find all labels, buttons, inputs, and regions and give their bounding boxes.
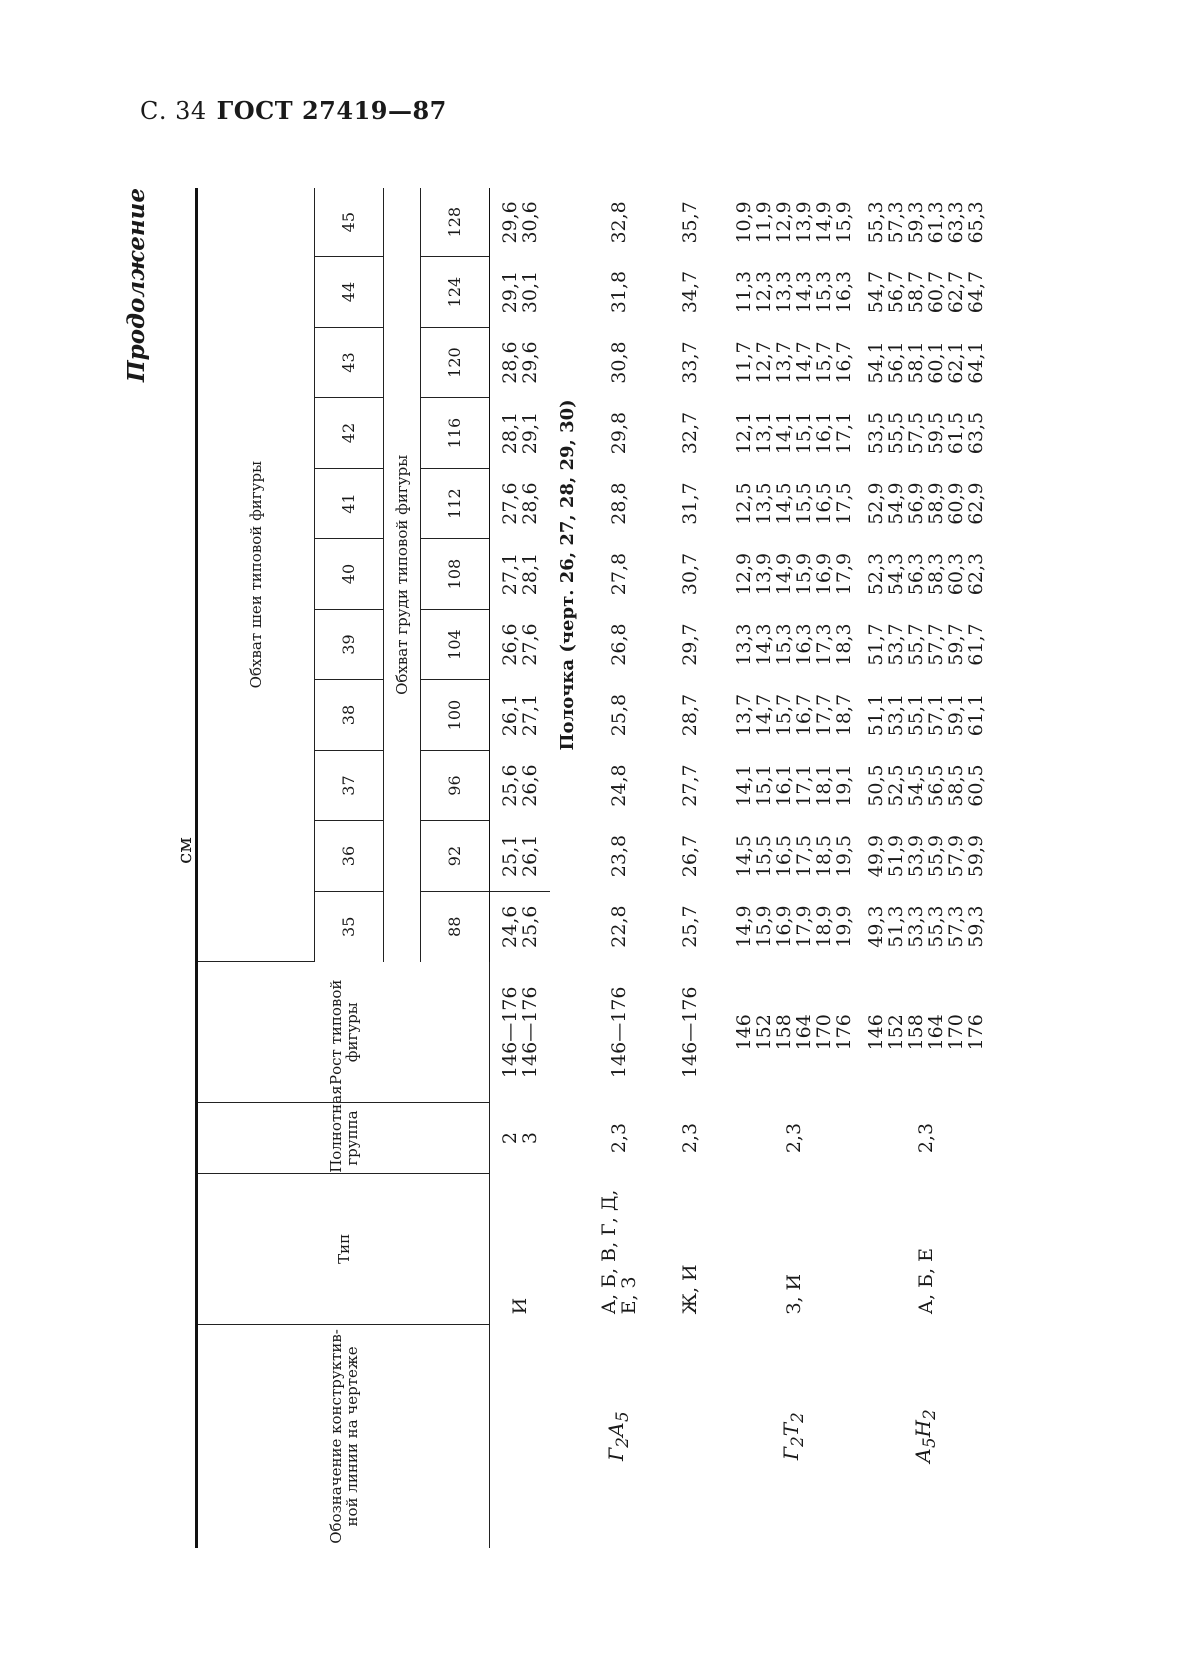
type-cell: А, Б, В, Г, Д, Е, З <box>598 1189 640 1315</box>
fullness-cell: 2 3 <box>499 1132 541 1145</box>
value-cell: 29,6 30,6 <box>499 201 541 244</box>
height-cell: 146—176 <box>608 986 630 1079</box>
value-cell: 29,7 <box>679 623 701 666</box>
chest-size-120: 120 <box>421 327 490 398</box>
height-cell: 146—176 146—176 <box>499 986 541 1079</box>
header-height: Рост типовой фигуры <box>197 962 490 1103</box>
value-cell: 25,7 <box>679 905 701 948</box>
value-cell: 10,9 11,9 12,9 13,9 14,9 15,9 <box>733 201 855 244</box>
designation-cell <box>652 1324 728 1548</box>
value-cell: 12,5 13,5 14,5 15,5 16,5 17,5 <box>733 482 855 525</box>
chest-size-88: 88 <box>421 891 490 962</box>
designation-cell <box>490 1324 551 1548</box>
chest-size-104: 104 <box>421 609 490 680</box>
value-cell: 28,7 <box>679 693 701 737</box>
value-cell: 30,8 <box>608 341 630 384</box>
continuation-caption: Продолжение <box>123 188 150 383</box>
neck-size-43: 43 <box>315 327 384 398</box>
value-cell: 53,5 55,5 57,5 59,5 61,5 63,5 <box>865 411 987 455</box>
value-cell: 13,3 14,3 15,3 16,3 17,3 18,3 <box>733 623 855 666</box>
value-cell: 26,1 27,1 <box>499 693 541 737</box>
value-cell: 33,7 <box>679 341 701 384</box>
page-number: С. 34 <box>140 97 207 125</box>
neck-size-35: 35 <box>315 891 384 962</box>
neck-size-40: 40 <box>315 539 384 610</box>
standard-number: ГОСТ 27419—87 <box>216 96 447 125</box>
value-cell: 52,3 54,3 56,3 58,3 60,3 62,3 <box>865 552 987 596</box>
chest-size-96: 96 <box>421 750 490 821</box>
header-neck: Обхват шеи типовой фигуры <box>197 188 315 962</box>
value-cell: 11,3 12,3 13,3 14,3 15,3 16,3 <box>733 270 855 314</box>
value-cell: 28,6 29,6 <box>499 341 541 384</box>
table-row <box>652 188 728 1548</box>
value-cell: 25,6 26,6 <box>499 764 541 807</box>
table-row <box>860 188 992 1548</box>
neck-size-37: 37 <box>315 750 384 821</box>
value-cell: 29,1 30,1 <box>499 270 541 314</box>
value-cell: 31,8 <box>608 270 630 314</box>
value-cell: 25,1 26,1 <box>490 821 551 892</box>
neck-size-45: 45 <box>315 188 384 257</box>
chest-size-124: 124 <box>421 257 490 328</box>
value-cell: 24,6 25,6 <box>499 905 541 948</box>
value-cell: 35,7 <box>679 201 701 244</box>
table-row <box>490 188 551 1548</box>
section-title: Полочка (черт. 26, 27, 28, 29, 30) <box>557 399 578 751</box>
value-cell: 51,1 53,1 55,1 57,1 59,1 61,1 <box>865 693 987 737</box>
value-cell: 14,5 15,5 16,5 17,5 18,5 19,5 <box>733 834 855 878</box>
unit-label: см <box>172 837 196 864</box>
table-row <box>586 188 652 1548</box>
value-cell: 32,8 <box>608 201 630 244</box>
value-cell: 27,1 28,1 <box>499 552 541 596</box>
fullness-cell: 2,3 <box>783 1122 805 1154</box>
height-cell: 146 152 158 164 170 176 <box>865 1014 987 1051</box>
value-cell: 26,7 <box>679 834 701 878</box>
value-cell: 54,7 56,7 58,7 60,7 62,7 64,7 <box>865 270 987 314</box>
chest-size-112: 112 <box>421 468 490 539</box>
fullness-cell: 2,3 <box>915 1122 937 1154</box>
neck-size-39: 39 <box>315 609 384 680</box>
value-cell: 28,1 29,1 <box>499 411 541 455</box>
value-cell: 54,1 56,1 58,1 60,1 62,1 64,1 <box>865 341 987 384</box>
value-cell: 32,7 <box>679 411 701 455</box>
neck-size-38: 38 <box>315 680 384 751</box>
value-cell: 23,8 <box>608 834 630 878</box>
value-cell: 12,9 13,9 14,9 15,9 16,9 17,9 <box>733 552 855 596</box>
value-cell: 25,8 <box>608 693 630 737</box>
fullness-cell: 2,3 <box>679 1122 701 1154</box>
chest-size-128: 128 <box>421 188 490 257</box>
value-cell: 52,9 54,9 56,9 58,9 60,9 62,9 <box>865 482 987 525</box>
designation-cell: $Г_2А_5$ <box>603 1411 632 1462</box>
value-cell: 30,7 <box>679 552 701 596</box>
neck-size-42: 42 <box>315 398 384 469</box>
value-cell: 27,8 <box>608 552 630 596</box>
neck-size-41: 41 <box>315 468 384 539</box>
type-cell: З, И <box>783 1273 805 1315</box>
chest-size-116: 116 <box>421 398 490 469</box>
height-cell: 146 152 158 164 170 176 <box>733 1014 855 1051</box>
chest-size-92: 92 <box>421 821 490 892</box>
height-cell: 146—176 <box>679 986 701 1079</box>
measurement-table <box>195 188 992 1548</box>
value-cell: 24,8 <box>608 764 630 807</box>
value-cell: 51,7 53,7 55,7 57,7 59,7 61,7 <box>865 623 987 666</box>
section-row <box>550 188 586 1548</box>
value-cell: 55,3 57,3 59,3 61,3 63,3 65,3 <box>865 201 987 244</box>
type-cell: А, Б, Е <box>915 1248 937 1315</box>
value-cell: 26,8 <box>608 623 630 666</box>
value-cell: 28,8 <box>608 482 630 525</box>
header-chest: Обхват груди типовой фигуры <box>384 188 421 962</box>
neck-size-36: 36 <box>315 821 384 892</box>
type-cell: Ж, И <box>679 1264 701 1315</box>
table-row <box>728 188 860 1548</box>
fullness-cell: 2,3 <box>608 1122 630 1154</box>
page-header <box>140 96 447 125</box>
value-cell: 12,1 13,1 14,1 15,1 16,1 17,1 <box>733 411 855 455</box>
neck-size-44: 44 <box>315 257 384 328</box>
value-cell: 49,3 51,3 53,3 55,3 57,3 59,3 <box>865 905 987 948</box>
value-cell: 34,7 <box>679 270 701 314</box>
value-cell: 14,1 15,1 16,1 17,1 18,1 19,1 <box>733 764 855 807</box>
value-cell: 29,8 <box>608 411 630 455</box>
designation-cell: $А_5Н_2$ <box>910 1409 939 1464</box>
header-designation: Обозначение конструктив-ной линии на чертеже <box>197 1324 490 1548</box>
value-cell: 27,6 28,6 <box>499 482 541 525</box>
value-cell: 27,7 <box>679 764 701 807</box>
type-cell: И <box>509 1297 531 1315</box>
header-type: Тип <box>197 1173 490 1324</box>
value-cell: 49,9 51,9 53,9 55,9 57,9 59,9 <box>865 834 987 878</box>
value-cell: 14,9 15,9 16,9 17,9 18,9 19,9 <box>733 905 855 948</box>
designation-cell: $Г_2Т_2$ <box>778 1412 807 1461</box>
value-cell: 50,5 52,5 54,5 56,5 58,5 60,5 <box>865 764 987 807</box>
header-fullness: Полнотная группа <box>197 1103 490 1174</box>
value-cell: 31,7 <box>679 482 701 525</box>
chest-size-100: 100 <box>421 680 490 751</box>
value-cell: 22,8 <box>608 905 630 948</box>
chest-size-108: 108 <box>421 539 490 610</box>
value-cell: 13,7 14,7 15,7 16,7 17,7 18,7 <box>733 693 855 737</box>
value-cell: 11,7 12,7 13,7 14,7 15,7 16,7 <box>733 341 855 384</box>
value-cell: 26,6 27,6 <box>499 623 541 666</box>
